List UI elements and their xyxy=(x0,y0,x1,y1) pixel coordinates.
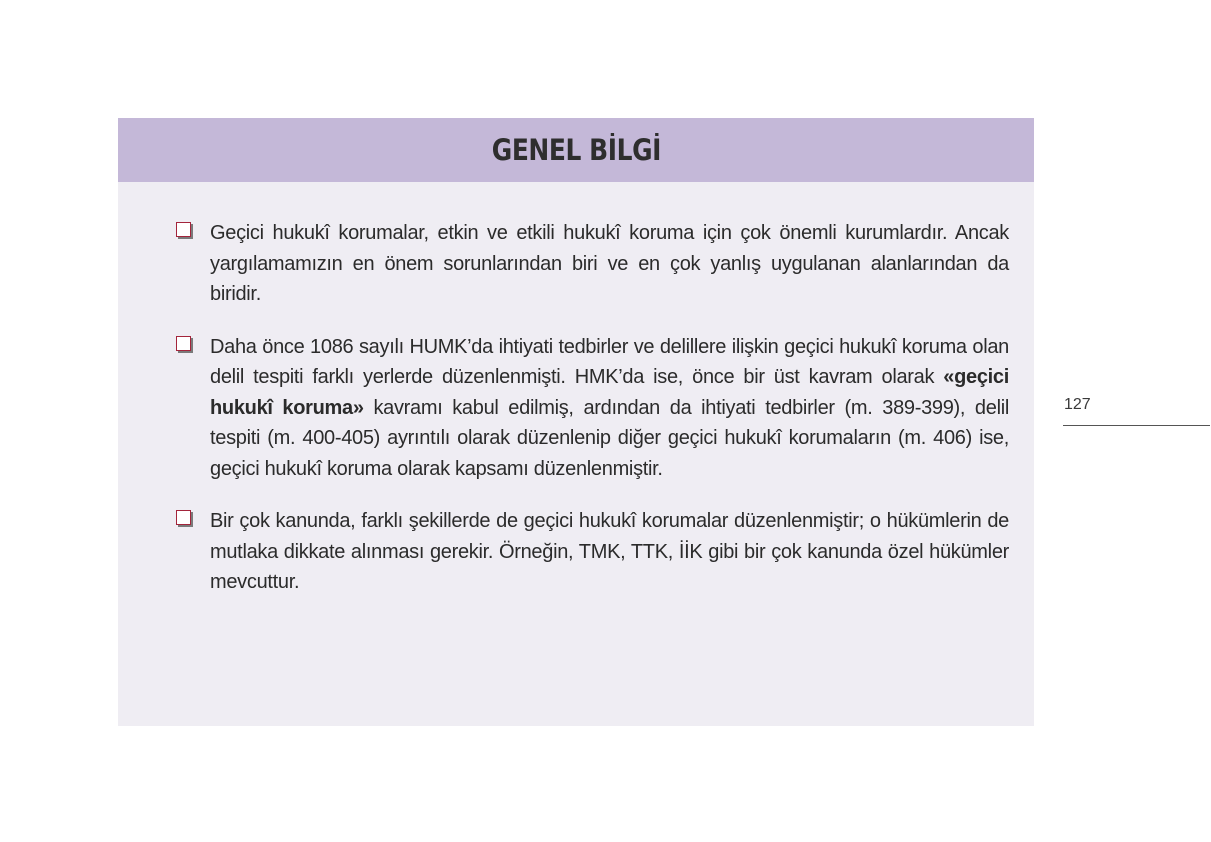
page-number-rule xyxy=(1063,425,1210,426)
info-box-title: GENEL BİLGİ xyxy=(491,133,661,167)
bullet-text-part: Daha önce 1086 sayılı HUMK’da ihtiyati tedbirler ve delillere ilişkin geçici hukukî koruma olan delil tespiti farklı yerlerde düzenlenmişti. HMK’da ise, önce bir üst kavram olarak xyxy=(210,335,1009,388)
bullet-text-bold: «geçici hukukî koruma» xyxy=(210,366,1009,419)
bullet-item xyxy=(174,218,1009,310)
bullet-text-part: kavramı kabul edilmiş, ardından da ihtiyati tedbirler (m. 389-399), delil tespiti (m. 400-405) ayrıntılı olarak düzenlenip diğer geçici hukukî korumaların (m. 406) ise, geçici hukukî koruma olarak kapsamı düzenlenmiştir. xyxy=(210,396,1009,480)
checkbox-square-icon xyxy=(176,336,191,351)
bullet-list xyxy=(118,182,1034,598)
bullet-item xyxy=(174,332,1009,485)
checkbox-square-icon xyxy=(176,222,191,237)
checkbox-square-icon xyxy=(176,510,191,525)
info-box-header xyxy=(118,118,1034,182)
bullet-text: Bir çok kanunda, farklı şekillerde de geçici hukukî korumalar düzenlenmiştir; o hükümlerin de mutlaka dikkate alınması gerekir. Örneğin, TMK, TTK, İİK gibi bir çok kanunda özel hükümler mevcuttur. xyxy=(210,510,1009,593)
info-box xyxy=(118,118,1034,726)
bullet-text xyxy=(210,336,1009,480)
bullet-text: Geçici hukukî korumalar, etkin ve etkili hukukî koruma için çok önemli kurumlardır. Ancak yargılamamızın en önem sorunlarından biri ve en çok yanlış uygulanan alanlarından da biridir. xyxy=(210,222,1009,305)
bullet-item xyxy=(174,506,1009,598)
page-number: 127 xyxy=(1064,396,1091,413)
